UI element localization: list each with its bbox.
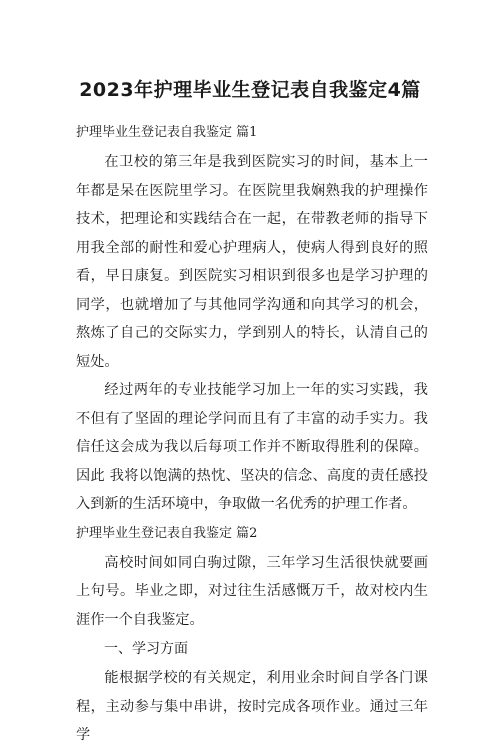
document-title: 2023年护理毕业生登记表自我鉴定4篇 <box>79 79 421 101</box>
subsection-heading: 一、学习方面 <box>104 641 188 657</box>
document-body <box>76 118 428 750</box>
paragraph: 经过两年的专业技能学习加上一年的实习实践，我不但有了坚固的理论学问而且有了丰富的动手实力。我信任这会成为我以后每项工作并不断取得胜利的保障。因此 我将以饱满的热忱、坚决的信念、高度的责任感投入到新的生活环境中，争取做一名优秀的护理工作者。 <box>76 382 428 512</box>
paragraph: 在卫校的第三年是我到医院实习的时间，基本上一年都是呆在医院里学习。在医院里我娴熟我的护理操作技术，把理论和实践结合在一起，在带教老师的指导下用我全部的耐性和爱心护理病人，使病人得到良好的照看，早日康复。到医院实习相识到很多也是学习护理的同学，也就增加了与其他同学沟通和向其学习的机会，熬炼了自己的交际实力，学到别人的特长，认清自己的短处。 <box>76 154 428 370</box>
paragraph: 高校时间如同白驹过隙，三年学习生活很快就要画上句号。毕业之即，对过往生活感慨万千，故对校内生涯作一个自我鉴定。 <box>76 554 428 628</box>
section-heading-1: 护理毕业生登记表自我鉴定 篇1 <box>76 125 258 140</box>
section-heading-2: 护理毕业生登记表自我鉴定 篇2 <box>76 525 258 541</box>
paragraph: 能根据学校的有关规定，利用业余时间自学各门课程，主动参与集中串讲，按时完成各项作业。通过三年学 <box>76 670 428 743</box>
